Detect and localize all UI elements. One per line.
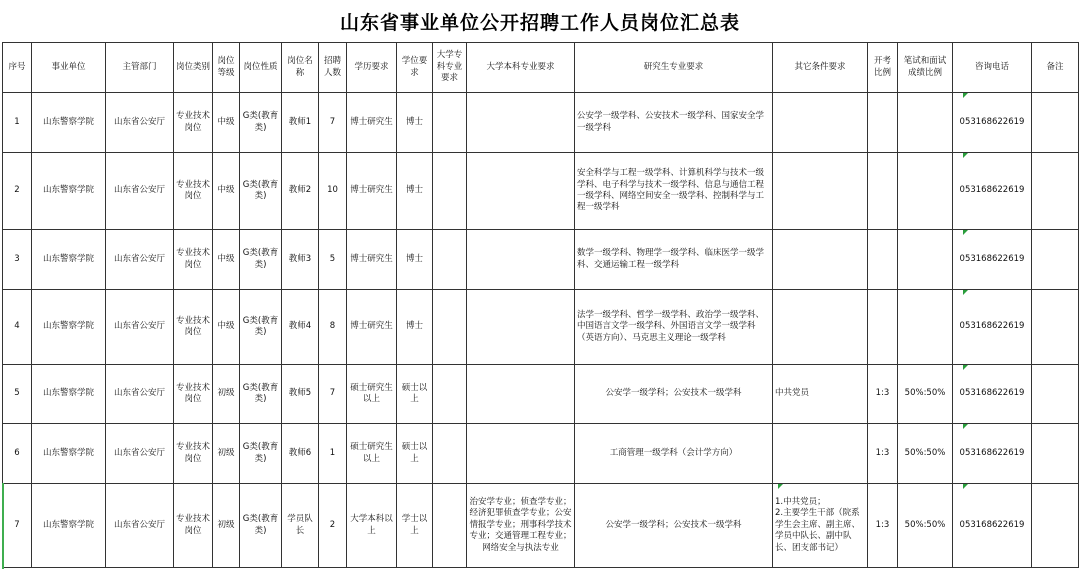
cell-score[interactable]: 50%:50%: [898, 424, 953, 484]
cell-dept[interactable]: 山东省公安厅: [106, 365, 174, 424]
cell-category[interactable]: 专业技术岗位: [174, 484, 213, 568]
cell-other[interactable]: 中共党员: [773, 365, 868, 424]
cell-phone[interactable]: 053168622619: [953, 424, 1032, 484]
cell-category[interactable]: 专业技术岗位: [174, 153, 213, 230]
cell-category[interactable]: 专业技术岗位: [174, 365, 213, 424]
cell-college[interactable]: [433, 484, 467, 568]
cell-level[interactable]: 中级: [213, 230, 240, 290]
cell-college[interactable]: [433, 424, 467, 484]
cell-undergrad[interactable]: [467, 93, 575, 153]
cell-nature[interactable]: G类(教育类): [240, 365, 282, 424]
cell-indicator-icon: [778, 484, 783, 489]
cell-other[interactable]: [773, 153, 868, 230]
cell-count[interactable]: 7: [319, 365, 347, 424]
cell-count[interactable]: 2: [319, 484, 347, 568]
positions-table: [2, 42, 1079, 568]
cell-post[interactable]: 教师6: [282, 424, 319, 484]
cell-edu[interactable]: 博士研究生: [347, 93, 397, 153]
table-row: [3, 484, 1079, 568]
cell-category[interactable]: 专业技术岗位: [174, 230, 213, 290]
cell-dept[interactable]: 山东省公安厅: [106, 290, 174, 365]
cell-post[interactable]: 学员队长: [282, 484, 319, 568]
cell-nature[interactable]: G类(教育类): [240, 230, 282, 290]
cell-no[interactable]: 3: [3, 230, 32, 290]
cell-other[interactable]: [773, 290, 868, 365]
cell-college[interactable]: [433, 93, 467, 153]
cell-phone[interactable]: 053168622619: [953, 484, 1032, 568]
cell-undergrad[interactable]: [467, 424, 575, 484]
cell-unit[interactable]: 山东警察学院: [32, 424, 106, 484]
cell-undergrad[interactable]: [467, 290, 575, 365]
header-cell[interactable]: 大学本科专业要求: [467, 43, 575, 93]
cell-post[interactable]: 教师3: [282, 230, 319, 290]
cell-no[interactable]: 7: [3, 484, 32, 568]
cell-edu[interactable]: 博士研究生: [347, 230, 397, 290]
cell-undergrad[interactable]: [467, 153, 575, 230]
cell-count[interactable]: 7: [319, 93, 347, 153]
header-cell[interactable]: 岗位名称: [282, 43, 319, 93]
cell-phone[interactable]: 053168622619: [953, 93, 1032, 153]
page-title: 山东省事业单位公开招聘工作人员岗位汇总表: [339, 11, 740, 34]
header-cell[interactable]: 招聘人数: [319, 43, 347, 93]
cell-count[interactable]: 5: [319, 230, 347, 290]
cell-indicator-icon: [963, 484, 968, 489]
cell-note[interactable]: [1032, 424, 1079, 484]
cell-ratio[interactable]: [868, 93, 898, 153]
cell-ratio[interactable]: 1:3: [868, 424, 898, 484]
cell-phone[interactable]: 053168622619: [953, 153, 1032, 230]
cell-unit[interactable]: 山东警察学院: [32, 93, 106, 153]
cell-score[interactable]: 50%:50%: [898, 365, 953, 424]
header-cell[interactable]: 其它条件要求: [773, 43, 868, 93]
cell-other[interactable]: 1.中共党员； 2.主要学生干部（院系学生会主席、副主席、学员中队长、副中队长、团支部书记）: [773, 484, 868, 568]
cell-dept[interactable]: 山东省公安厅: [106, 424, 174, 484]
cell-note[interactable]: [1032, 365, 1079, 424]
cell-other[interactable]: [773, 230, 868, 290]
cell-indicator-icon: [963, 153, 968, 158]
cell-degree[interactable]: 硕士以上: [397, 424, 433, 484]
cell-edu[interactable]: 博士研究生: [347, 290, 397, 365]
cell-score[interactable]: [898, 230, 953, 290]
cell-college[interactable]: [433, 230, 467, 290]
cell-note[interactable]: [1032, 230, 1079, 290]
cell-grad[interactable]: 法学一级学科、哲学一级学科、政治学一级学科、中国语言文学一级学科、外国语言文学一级学科（英语方向）、马克思主义理论一级学科: [575, 290, 773, 365]
cell-unit[interactable]: 山东警察学院: [32, 153, 106, 230]
cell-no[interactable]: 4: [3, 290, 32, 365]
cell-degree[interactable]: 硕士以上: [397, 365, 433, 424]
header-cell[interactable]: 岗位性质: [240, 43, 282, 93]
header-cell[interactable]: 咨询电话: [953, 43, 1032, 93]
cell-undergrad[interactable]: [467, 365, 575, 424]
header-cell[interactable]: 笔试和面试成绩比例: [898, 43, 953, 93]
cell-degree[interactable]: 博士: [397, 290, 433, 365]
cell-phone[interactable]: 053168622619: [953, 230, 1032, 290]
cell-level[interactable]: 中级: [213, 153, 240, 230]
cell-post[interactable]: 教师4: [282, 290, 319, 365]
cell-grad[interactable]: 公安学一级学科；公安技术一级学科: [575, 365, 773, 424]
cell-level[interactable]: 初级: [213, 424, 240, 484]
header-cell[interactable]: 主管部门: [106, 43, 174, 93]
cell-nature[interactable]: G类(教育类): [240, 424, 282, 484]
cell-no[interactable]: 5: [3, 365, 32, 424]
header-cell[interactable]: 备注: [1032, 43, 1079, 93]
cell-level[interactable]: 中级: [213, 290, 240, 365]
cell-degree[interactable]: 博士: [397, 230, 433, 290]
cell-indicator-icon: [963, 230, 968, 235]
cell-phone[interactable]: 053168622619: [953, 365, 1032, 424]
cell-level[interactable]: 中级: [213, 93, 240, 153]
cell-indicator-icon: [963, 424, 968, 429]
cell-ratio[interactable]: [868, 290, 898, 365]
cell-indicator-icon: [963, 93, 968, 98]
selection-edge: [2, 483, 4, 569]
cell-dept[interactable]: 山东省公安厅: [106, 153, 174, 230]
cell-grad[interactable]: 公安学一级学科、公安技术一级学科、国家安全学一级学科: [575, 93, 773, 153]
cell-indicator-icon: [963, 290, 968, 295]
cell-category[interactable]: 专业技术岗位: [174, 93, 213, 153]
cell-ratio[interactable]: 1:3: [868, 365, 898, 424]
cell-nature[interactable]: G类(教育类): [240, 484, 282, 568]
cell-note[interactable]: [1032, 290, 1079, 365]
cell-edu[interactable]: 硕士研究生以上: [347, 424, 397, 484]
cell-category[interactable]: 专业技术岗位: [174, 424, 213, 484]
cell-post[interactable]: 教师2: [282, 153, 319, 230]
cell-post[interactable]: 教师1: [282, 93, 319, 153]
cell-note[interactable]: [1032, 93, 1079, 153]
header-cell[interactable]: 岗位类别: [174, 43, 213, 93]
cell-note[interactable]: [1032, 484, 1079, 568]
cell-nature[interactable]: G类(教育类): [240, 153, 282, 230]
header-cell[interactable]: 研究生专业要求: [575, 43, 773, 93]
cell-dept[interactable]: 山东省公安厅: [106, 484, 174, 568]
cell-nature[interactable]: G类(教育类): [240, 290, 282, 365]
cell-edu[interactable]: 博士研究生: [347, 153, 397, 230]
cell-undergrad[interactable]: [467, 230, 575, 290]
cell-score[interactable]: 50%:50%: [898, 484, 953, 568]
cell-degree[interactable]: 博士: [397, 93, 433, 153]
cell-dept[interactable]: 山东省公安厅: [106, 230, 174, 290]
cell-degree[interactable]: 博士: [397, 153, 433, 230]
header-row: [3, 43, 1079, 93]
header-cell[interactable]: 学位要求: [397, 43, 433, 93]
cell-edu[interactable]: 硕士研究生以上: [347, 365, 397, 424]
table-row: [3, 290, 1079, 365]
cell-grad[interactable]: 数学一级学科、物理学一级学科、临床医学一级学科、交通运输工程一级学科: [575, 230, 773, 290]
cell-indicator-icon: [963, 365, 968, 370]
cell-degree[interactable]: 学士以上: [397, 484, 433, 568]
cell-score[interactable]: [898, 153, 953, 230]
cell-level[interactable]: 初级: [213, 365, 240, 424]
cell-phone[interactable]: 053168622619: [953, 290, 1032, 365]
cell-undergrad[interactable]: 治安学专业；侦查学专业；经济犯罪侦查学专业；公安情报学专业；刑事科学技术专业；交通管理工程专业；网络安全与执法专业: [467, 484, 575, 568]
cell-no[interactable]: 2: [3, 153, 32, 230]
cell-unit[interactable]: 山东警察学院: [32, 484, 106, 568]
header-cell[interactable]: 岗位等级: [213, 43, 240, 93]
cell-count[interactable]: 10: [319, 153, 347, 230]
cell-college[interactable]: [433, 290, 467, 365]
cell-grad[interactable]: 公安学一级学科；公安技术一级学科: [575, 484, 773, 568]
header-cell[interactable]: 学历要求: [347, 43, 397, 93]
cell-note[interactable]: [1032, 153, 1079, 230]
cell-college[interactable]: [433, 365, 467, 424]
cell-count[interactable]: 8: [319, 290, 347, 365]
header-cell[interactable]: 开考比例: [868, 43, 898, 93]
table-row: [3, 365, 1079, 424]
cell-nature[interactable]: G类(教育类): [240, 93, 282, 153]
cell-ratio[interactable]: [868, 153, 898, 230]
cell-level[interactable]: 初级: [213, 484, 240, 568]
cell-grad[interactable]: 工商管理一级学科（会计学方向）: [575, 424, 773, 484]
cell-no[interactable]: 6: [3, 424, 32, 484]
header-cell[interactable]: 事业单位: [32, 43, 106, 93]
cell-dept[interactable]: 山东省公安厅: [106, 93, 174, 153]
cell-ratio[interactable]: 1:3: [868, 484, 898, 568]
table-row: [3, 424, 1079, 484]
header-cell[interactable]: 序号: [3, 43, 32, 93]
cell-other[interactable]: [773, 93, 868, 153]
table-row: [3, 230, 1079, 290]
cell-edu[interactable]: 大学本科以上: [347, 484, 397, 568]
cell-unit[interactable]: 山东警察学院: [32, 365, 106, 424]
table-row: [3, 93, 1079, 153]
cell-count[interactable]: 1: [319, 424, 347, 484]
cell-other[interactable]: [773, 424, 868, 484]
header-cell[interactable]: 大学专科专业要求: [433, 43, 467, 93]
cell-ratio[interactable]: [868, 230, 898, 290]
cell-unit[interactable]: 山东警察学院: [32, 230, 106, 290]
cell-unit[interactable]: 山东警察学院: [32, 290, 106, 365]
cell-score[interactable]: [898, 93, 953, 153]
cell-post[interactable]: 教师5: [282, 365, 319, 424]
cell-college[interactable]: [433, 153, 467, 230]
cell-grad[interactable]: 安全科学与工程一级学科、计算机科学与技术一级学科、电子科学与技术一级学科、信息与通信工程一级学科、网络空间安全一级学科、控制科学与工程一级学科: [575, 153, 773, 230]
cell-category[interactable]: 专业技术岗位: [174, 290, 213, 365]
table-row: [3, 153, 1079, 230]
cell-score[interactable]: [898, 290, 953, 365]
cell-no[interactable]: 1: [3, 93, 32, 153]
